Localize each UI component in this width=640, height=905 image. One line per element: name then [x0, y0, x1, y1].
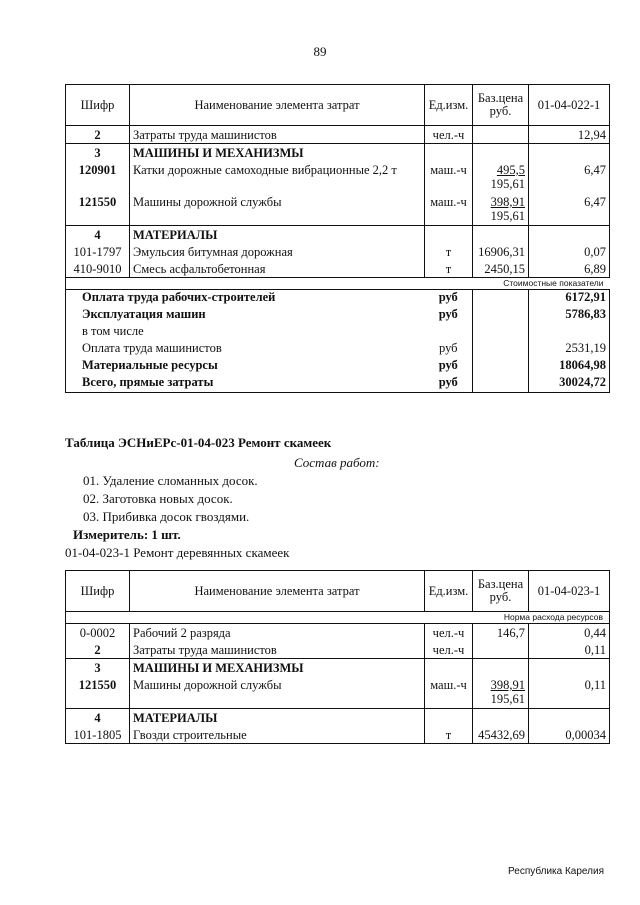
price-cell [473, 144, 529, 162]
summary-unit: руб [425, 375, 473, 393]
summary-row [66, 307, 610, 324]
col-header-name: Наименование элемента затрат [130, 571, 425, 612]
value-cell: 0,00034 [529, 726, 610, 744]
price-cell [473, 193, 529, 226]
works-title: Состав работ: [294, 455, 380, 470]
summary-row [66, 341, 610, 358]
price-cell [473, 659, 529, 677]
resource-row [66, 624, 610, 642]
price-cell [473, 260, 529, 278]
name-cell: Смесь асфальтобетонная [130, 260, 425, 278]
base-price: 146,7 [496, 626, 525, 640]
code-cell: 101-1797 [66, 243, 130, 260]
resource-row [66, 161, 610, 193]
norm-header: Норма расхода ресурсов [473, 612, 610, 624]
value-cell: 12,94 [529, 126, 610, 144]
summary-label: Материальные ресурсы [66, 358, 425, 375]
unit-cell: т [425, 726, 473, 744]
code-cell: 3 [66, 144, 130, 162]
work-item-3: 03. Прибивка досок гвоздями. [83, 509, 250, 524]
code-cell: 4 [66, 226, 130, 244]
code-cell: 101-1805 [66, 726, 130, 744]
group-row [66, 709, 610, 727]
price-cell [473, 624, 529, 642]
resource-row [66, 641, 610, 659]
code-cell: 121550 [66, 676, 130, 709]
name-cell: Машины дорожной службы [130, 193, 425, 226]
code-cell: 410-9010 [66, 260, 130, 278]
price-cell [473, 709, 529, 727]
base-price: 398,91 [490, 195, 525, 209]
price-cell [473, 226, 529, 244]
name-cell: МАТЕРИАЛЫ [130, 709, 425, 727]
col-header-unit: Ед.изм. [425, 85, 473, 126]
value-cell [529, 659, 610, 677]
code-cell: 2 [66, 641, 130, 659]
base-price: 398,91 [490, 678, 525, 692]
summary-value: 6172,91 [529, 290, 610, 308]
unit-cell [425, 144, 473, 162]
col-header-name: Наименование элемента затрат [130, 85, 425, 126]
name-cell: МАШИНЫ И МЕХАНИЗМЫ [130, 144, 425, 162]
table-header-row [66, 571, 610, 612]
unit-cell [425, 709, 473, 727]
group-row [66, 659, 610, 677]
price-cell [473, 676, 529, 709]
name-cell: Катки дорожные самоходные вибрационные 2,2 т [130, 161, 425, 193]
code-cell: 2 [66, 126, 130, 144]
page-number: 89 [313, 44, 327, 59]
summary-value [529, 324, 610, 341]
price-cell [473, 161, 529, 193]
unit-cell: т [425, 243, 473, 260]
summary-row [66, 358, 610, 375]
price-cell [473, 243, 529, 260]
value-cell: 0,11 [529, 641, 610, 659]
machinist-price: 195,61 [490, 692, 525, 706]
name-cell: Гвозди строительные [130, 726, 425, 744]
summary-label: в том числе [66, 324, 425, 341]
value-cell [529, 709, 610, 727]
unit-cell: маш.-ч [425, 161, 473, 193]
resource-row [66, 260, 610, 278]
name-cell: Рабочий 2 разряда [130, 624, 425, 642]
name-cell: МАТЕРИАЛЫ [130, 226, 425, 244]
col-header-code: Шифр [66, 571, 130, 612]
name-cell: Затраты труда машинистов [130, 641, 425, 659]
name-cell: Затраты труда машинистов [130, 126, 425, 144]
col-header-code: Шифр [66, 85, 130, 126]
summary-value: 18064,98 [529, 358, 610, 375]
unit-cell [425, 659, 473, 677]
unit-cell: маш.-ч [425, 193, 473, 226]
unit-cell [425, 226, 473, 244]
summary-row [66, 290, 610, 308]
value-cell: 6,47 [529, 161, 610, 193]
name-cell: Машины дорожной службы [130, 676, 425, 709]
col-header-unit: Ед.изм. [425, 571, 473, 612]
machinist-price: 195,61 [490, 209, 525, 223]
code-cell: 120901 [66, 161, 130, 193]
summary-label: Эксплуатация машин [66, 307, 425, 324]
value-cell: 0,44 [529, 624, 610, 642]
summary-unit: руб [438, 290, 458, 304]
meter: Измеритель: 1 шт. [73, 527, 181, 542]
value-cell: 0,07 [529, 243, 610, 260]
cost-header-row [66, 278, 610, 290]
summary-unit: руб [438, 358, 458, 372]
unit-cell: чел.-ч [425, 126, 473, 144]
work-item-1: 01. Удаление сломанных досок. [83, 473, 258, 488]
table-header-row [66, 85, 610, 126]
summary-unit [425, 324, 473, 341]
col-header-norm: 01-04-023-1 [529, 571, 610, 612]
price-cell [473, 126, 529, 144]
norm-header-row [66, 612, 610, 624]
code-cell: 121550 [66, 193, 130, 226]
resource-row [66, 726, 610, 744]
group-row [66, 226, 610, 244]
code-cell: 3 [66, 659, 130, 677]
code-cell: 0-0002 [66, 624, 130, 642]
item-title: 01-04-023-1 Ремонт деревянных скамеек [65, 545, 290, 560]
unit-cell: чел.-ч [425, 624, 473, 642]
table-title: Таблица ЭСНиЕРс-01-04-023 Ремонт скамеек [65, 435, 332, 450]
summary-value: 5786,83 [529, 307, 610, 324]
resource-row [66, 126, 610, 144]
resource-table-1 [65, 84, 610, 393]
summary-value: 30024,72 [529, 375, 610, 393]
unit-cell: т [425, 260, 473, 278]
summary-row [66, 324, 610, 341]
unit-cell: чел.-ч [425, 641, 473, 659]
unit-cell: маш.-ч [425, 676, 473, 709]
summary-unit: руб [438, 307, 458, 321]
summary-label: Оплата труда рабочих-строителей [66, 290, 425, 308]
summary-unit: руб [438, 341, 458, 355]
footer-region: Республика Карелия [508, 866, 604, 877]
resource-row [66, 193, 610, 226]
name-cell: МАШИНЫ И МЕХАНИЗМЫ [130, 659, 425, 677]
summary-row [66, 375, 610, 393]
code-cell: 4 [66, 709, 130, 727]
value-cell [529, 226, 610, 244]
col-header-price: Баз.цена руб. [473, 85, 529, 126]
col-header-norm: 01-04-022-1 [529, 85, 610, 126]
value-cell: 6,89 [529, 260, 610, 278]
price-cell [473, 641, 529, 659]
summary-value: 2531,19 [529, 341, 610, 358]
cost-header: Стоимостные показатели [473, 278, 610, 290]
value-cell: 0,11 [529, 676, 610, 709]
base-price: 495,5 [496, 163, 525, 177]
base-price: 16906,31 [478, 245, 525, 259]
resource-row [66, 676, 610, 709]
base-price: 2450,15 [484, 262, 525, 276]
value-cell: 6,47 [529, 193, 610, 226]
summary-label: Всего, прямые затраты [66, 375, 425, 393]
summary-label: Оплата труда машинистов [66, 341, 425, 358]
machinist-price: 195,61 [490, 177, 525, 191]
value-cell [529, 144, 610, 162]
col-header-price: Баз.цена руб. [473, 571, 529, 612]
price-cell [473, 726, 529, 744]
group-row [66, 144, 610, 162]
resource-row [66, 243, 610, 260]
base-price: 45432,69 [478, 728, 525, 742]
name-cell: Эмульсия битумная дорожная [130, 243, 425, 260]
work-item-2: 02. Заготовка новых досок. [83, 491, 233, 506]
resource-table-2 [65, 570, 610, 744]
